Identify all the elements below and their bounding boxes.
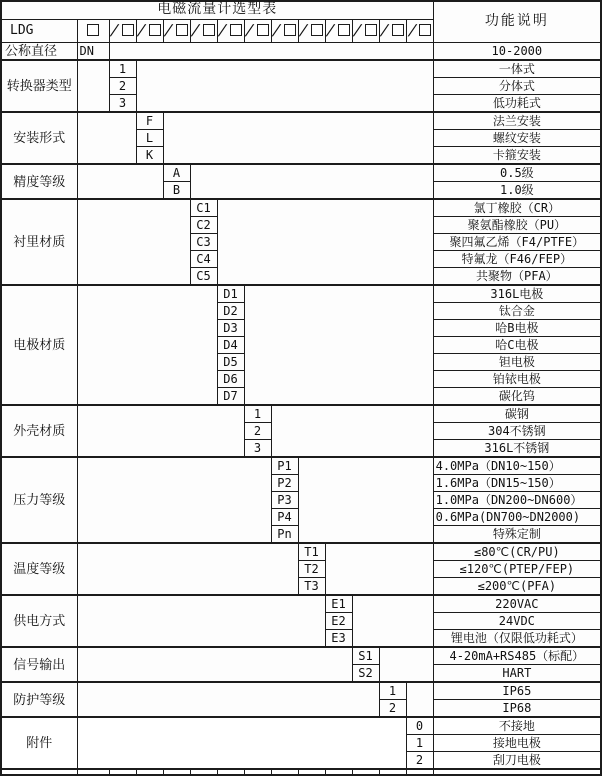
option-code-cell: S1: [352, 647, 379, 665]
category-label: 电极材质: [1, 285, 77, 405]
model-box-cell: [190, 20, 217, 43]
spacer-cell: [190, 164, 433, 199]
bottom-strip-cell: [325, 769, 352, 775]
slash-separator: /: [135, 21, 149, 40]
option-code-cell: 1: [244, 405, 271, 423]
option-box-icon: [176, 24, 188, 36]
spacer-cell: [77, 60, 109, 112]
option-description-cell: 分体式: [433, 78, 601, 95]
option-box-icon: [122, 24, 134, 36]
spacer-cell: [163, 112, 433, 164]
option-description-cell: 一体式: [433, 60, 601, 78]
model-prefix-label: LDG: [1, 20, 77, 43]
option-code-cell: 3: [109, 95, 136, 113]
option-code-cell: D3: [217, 320, 244, 337]
option-description-cell: 316L电极: [433, 285, 601, 303]
model-box-cell: [109, 20, 136, 43]
category-label: 温度等级: [1, 543, 77, 595]
spacer-cell: [244, 285, 433, 405]
option-description-cell: 法兰安装: [433, 112, 601, 130]
category-label: 外壳材质: [1, 405, 77, 457]
option-description-cell: 1.0级: [433, 182, 601, 200]
option-code-cell: D6: [217, 371, 244, 388]
option-code-cell: A: [163, 164, 190, 182]
spacer-cell: [77, 717, 406, 769]
option-description-cell: ≤200℃(PFA): [433, 578, 601, 596]
option-code-cell: 2: [244, 423, 271, 440]
model-box-cell: [352, 20, 379, 43]
spacer-cell: [77, 647, 352, 682]
spacer-cell: [352, 595, 433, 647]
spacer-cell: [77, 405, 244, 457]
option-code-cell: P3: [271, 492, 298, 509]
option-description-cell: 螺纹安装: [433, 130, 601, 147]
slash-separator: /: [243, 21, 257, 40]
option-code-cell: 1: [379, 682, 406, 700]
option-code-cell: D2: [217, 303, 244, 320]
spacer-cell: [77, 595, 325, 647]
bottom-strip-cell: [1, 769, 77, 775]
option-code-cell: C3: [190, 234, 217, 251]
option-description-cell: 接地电极: [433, 735, 601, 752]
spacer-cell: [136, 60, 433, 112]
option-description-cell: 聚四氟乙烯（F4/PTFE）: [433, 234, 601, 251]
option-box-icon: [87, 24, 99, 36]
model-box-cell: [271, 20, 298, 43]
category-label: 信号输出: [1, 647, 77, 682]
option-description-cell: 0.5级: [433, 164, 601, 182]
option-code-cell: E2: [325, 613, 352, 630]
diameter-code-cell: DN: [77, 43, 109, 61]
option-code-cell: T2: [298, 561, 325, 578]
option-description-cell: 4.0MPa（DN10~150）: [433, 457, 601, 475]
option-code-cell: L: [136, 130, 163, 147]
option-code-cell: T3: [298, 578, 325, 596]
function-column-header: 功能说明: [433, 1, 601, 43]
option-description-cell: 1.6MPa（DN15~150）: [433, 475, 601, 492]
option-code-cell: T1: [298, 543, 325, 561]
option-code-cell: E1: [325, 595, 352, 613]
spacer-cell: [77, 199, 190, 285]
option-code-cell: C4: [190, 251, 217, 268]
model-box-cell: [136, 20, 163, 43]
spacer-cell: [77, 543, 298, 595]
spacer-cell: [217, 199, 433, 285]
option-box-icon: [338, 24, 350, 36]
option-box-icon: [257, 24, 269, 36]
option-code-cell: 2: [406, 752, 433, 770]
spacer-cell: [77, 285, 217, 405]
spacer-cell: [406, 682, 433, 717]
bottom-strip-cell: [190, 769, 217, 775]
bottom-strip-cell: [244, 769, 271, 775]
option-code-cell: F: [136, 112, 163, 130]
slash-separator: /: [189, 21, 203, 40]
bottom-strip-cell: [406, 769, 433, 775]
model-box-cell: [406, 20, 433, 43]
bottom-strip-cell: [271, 769, 298, 775]
category-label: 精度等级: [1, 164, 77, 199]
spacer-cell: [109, 43, 433, 61]
option-description-cell: 哈C电极: [433, 337, 601, 354]
bottom-strip-cell: [217, 769, 244, 775]
category-label: 供电方式: [1, 595, 77, 647]
option-code-cell: D4: [217, 337, 244, 354]
option-description-cell: 聚氨酯橡胶（PU）: [433, 217, 601, 234]
bottom-strip-cell: [136, 769, 163, 775]
bottom-strip-cell: [352, 769, 379, 775]
option-description-cell: 316L不锈钢: [433, 440, 601, 458]
spacer-cell: [77, 682, 379, 717]
option-description-cell: ≤80℃(CR/PU): [433, 543, 601, 561]
option-code-cell: P1: [271, 457, 298, 475]
category-label: 转换器类型: [1, 60, 77, 112]
option-box-icon: [392, 24, 404, 36]
model-box-diameter: [77, 20, 109, 43]
model-box-cell: [325, 20, 352, 43]
option-box-icon: [311, 24, 323, 36]
option-description-cell: 哈B电极: [433, 320, 601, 337]
option-description-cell: 不接地: [433, 717, 601, 735]
option-description-cell: 特殊定制: [433, 526, 601, 544]
slash-separator: /: [297, 21, 311, 40]
option-description-cell: 碳钢: [433, 405, 601, 423]
option-description-cell: 铂铱电极: [433, 371, 601, 388]
spacer-cell: [379, 647, 433, 682]
option-description-cell: 低功耗式: [433, 95, 601, 113]
option-code-cell: 2: [379, 700, 406, 718]
category-label: 压力等级: [1, 457, 77, 543]
option-description-cell: 钛合金: [433, 303, 601, 320]
option-description-cell: 特氟龙（F46/FEP）: [433, 251, 601, 268]
bottom-strip-cell: [379, 769, 406, 775]
diameter-description-cell: 10-2000: [433, 43, 601, 61]
bottom-strip-cell: [163, 769, 190, 775]
option-description-cell: HART: [433, 665, 601, 683]
diameter-category-label: 公称直径: [1, 43, 77, 61]
option-code-cell: K: [136, 147, 163, 165]
option-code-cell: 3: [244, 440, 271, 458]
option-code-cell: C2: [190, 217, 217, 234]
option-code-cell: C5: [190, 268, 217, 286]
option-box-icon: [203, 24, 215, 36]
model-box-cell: [217, 20, 244, 43]
spacer-cell: [77, 112, 136, 164]
model-box-cell: [379, 20, 406, 43]
option-code-cell: 1: [109, 60, 136, 78]
spacer-cell: [77, 164, 163, 199]
option-description-cell: 220VAC: [433, 595, 601, 613]
slash-separator: /: [162, 21, 176, 40]
option-description-cell: IP68: [433, 700, 601, 718]
option-description-cell: 锂电池（仅限低功耗式）: [433, 630, 601, 648]
option-description-cell: 钽电极: [433, 354, 601, 371]
option-code-cell: P2: [271, 475, 298, 492]
option-description-cell: 碳化钨: [433, 388, 601, 406]
option-code-cell: 2: [109, 78, 136, 95]
slash-separator: /: [378, 21, 392, 40]
option-code-cell: 0: [406, 717, 433, 735]
option-code-cell: C1: [190, 199, 217, 217]
option-description-cell: 0.6MPa(DN700~DN2000): [433, 509, 601, 526]
bottom-strip-cell: [109, 769, 136, 775]
option-description-cell: 4-20mA+RS485（标配）: [433, 647, 601, 665]
bottom-strip-cell: [433, 769, 601, 775]
option-description-cell: 1.0MPa（DN200~DN600）: [433, 492, 601, 509]
option-description-cell: 24VDC: [433, 613, 601, 630]
option-description-cell: 304不锈钢: [433, 423, 601, 440]
model-box-cell: [244, 20, 271, 43]
option-code-cell: P4: [271, 509, 298, 526]
category-label: 防护等级: [1, 682, 77, 717]
category-label: 安装形式: [1, 112, 77, 164]
option-description-cell: ≤120℃(PTEP/FEP): [433, 561, 601, 578]
bottom-strip-cell: [77, 769, 109, 775]
option-code-cell: Pn: [271, 526, 298, 544]
option-box-icon: [230, 24, 242, 36]
option-code-cell: 1: [406, 735, 433, 752]
option-box-icon: [149, 24, 161, 36]
option-description-cell: IP65: [433, 682, 601, 700]
option-description-cell: 卡箍安装: [433, 147, 601, 165]
slash-separator: /: [405, 21, 419, 40]
slash-separator: /: [216, 21, 230, 40]
slash-separator: /: [351, 21, 365, 40]
option-code-cell: E3: [325, 630, 352, 648]
option-box-icon: [419, 24, 431, 36]
option-description-cell: 刮刀电极: [433, 752, 601, 770]
category-label: 衬里材质: [1, 199, 77, 285]
option-box-icon: [365, 24, 377, 36]
option-description-cell: 氯丁橡胶（CR）: [433, 199, 601, 217]
option-code-cell: B: [163, 182, 190, 200]
slash-separator: /: [324, 21, 338, 40]
spacer-cell: [271, 405, 433, 457]
spacer-cell: [325, 543, 433, 595]
spacer-cell: [298, 457, 433, 543]
model-box-cell: [298, 20, 325, 43]
option-code-cell: D1: [217, 285, 244, 303]
category-label: 附件: [1, 717, 77, 769]
option-description-cell: 共聚物（PFA）: [433, 268, 601, 286]
option-code-cell: S2: [352, 665, 379, 683]
model-box-cell: [163, 20, 190, 43]
option-code-cell: D7: [217, 388, 244, 406]
option-code-cell: D5: [217, 354, 244, 371]
table-title: 电磁流量计选型表: [1, 1, 433, 20]
spacer-cell: [77, 457, 271, 543]
slash-separator: /: [270, 21, 284, 40]
slash-separator: /: [108, 21, 122, 40]
bottom-strip-cell: [298, 769, 325, 775]
option-box-icon: [284, 24, 296, 36]
